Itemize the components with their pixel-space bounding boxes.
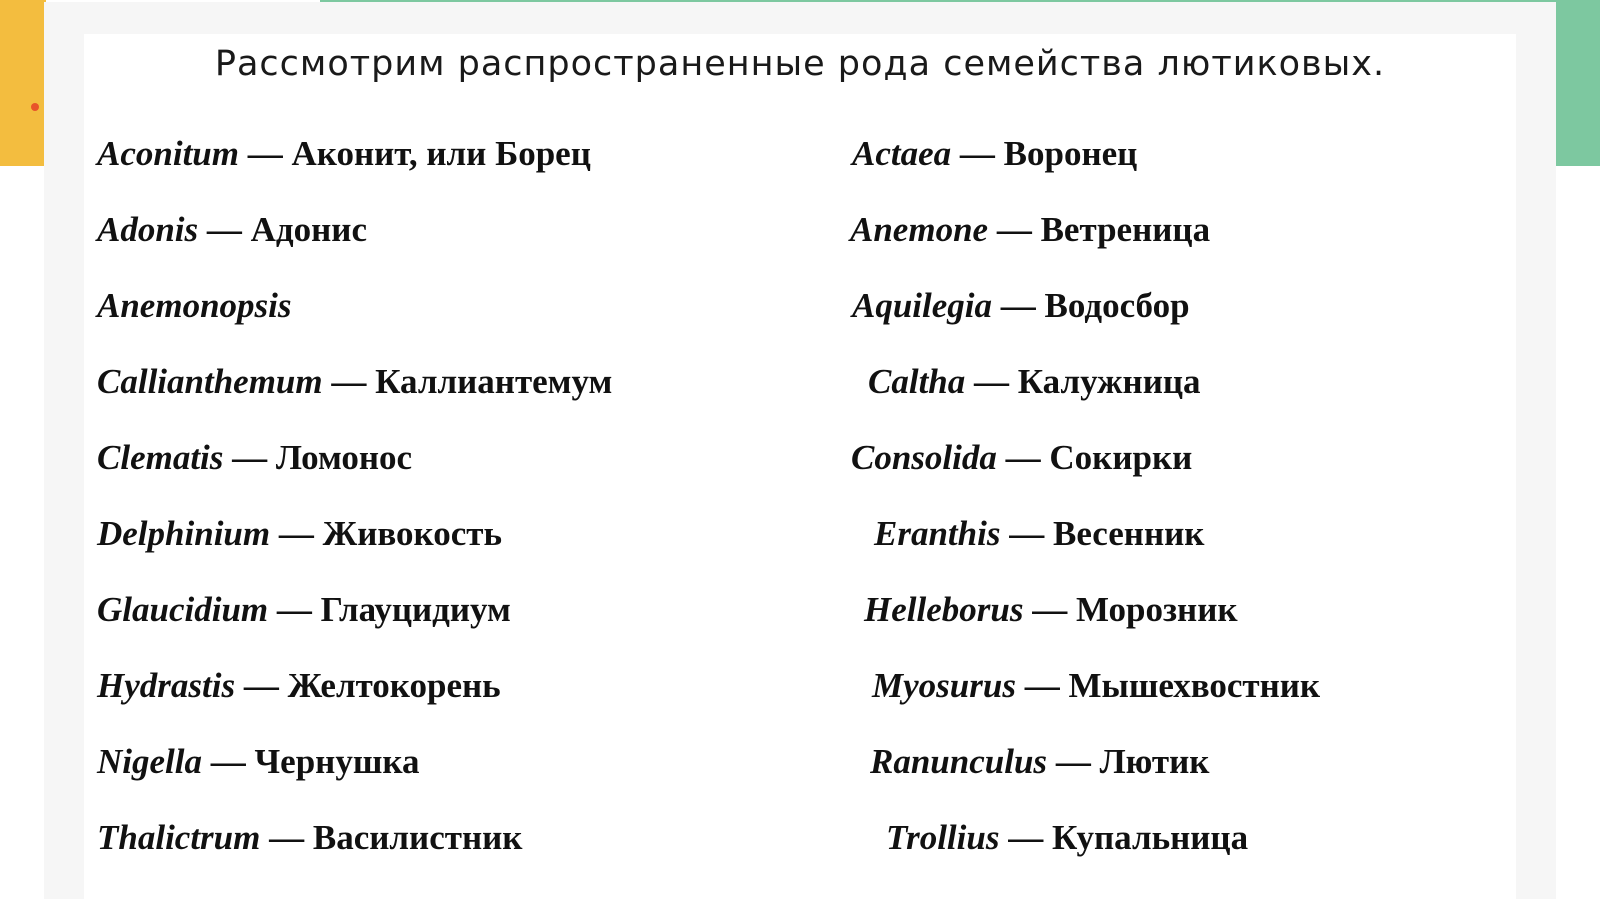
genus-row-right-4 xyxy=(868,362,1201,402)
genus-separator: — xyxy=(198,210,251,249)
genus-russian: Водосбор xyxy=(1044,286,1190,325)
genus-row-right-10 xyxy=(886,818,1248,858)
genus-latin: Myosurus xyxy=(872,666,1016,705)
genus-russian: Василистник xyxy=(312,818,523,857)
genus-russian: Адонис xyxy=(250,210,368,249)
genus-separator: — xyxy=(1047,742,1100,781)
genus-russian: Морозник xyxy=(1075,590,1238,629)
genus-separator: — xyxy=(992,286,1045,325)
genus-latin: Helleborus xyxy=(864,590,1024,629)
genus-latin: Actaea xyxy=(852,134,952,173)
genus-separator: — xyxy=(238,134,292,173)
genus-separator: — xyxy=(322,362,376,401)
genus-russian: Ветреница xyxy=(1040,210,1211,249)
genus-russian: Каллиантемум xyxy=(375,362,613,401)
genus-separator: — xyxy=(965,362,1018,401)
genus-russian: Купальница xyxy=(1051,818,1249,857)
genus-latin: Nigella xyxy=(97,742,202,781)
genus-separator: — xyxy=(270,514,323,553)
genus-russian: Лютик xyxy=(1099,742,1210,781)
genus-row-left-4 xyxy=(97,362,612,402)
genus-russian: Желтокорень xyxy=(287,666,501,705)
genus-row-left-5 xyxy=(97,438,412,478)
genus-latin: Consolida xyxy=(851,438,997,477)
genus-row-left-9 xyxy=(97,742,420,782)
genus-latin: Aconitum xyxy=(97,134,239,173)
genus-russian: Весенник xyxy=(1052,514,1205,553)
genus-separator: — xyxy=(1000,514,1053,553)
genus-latin: Callianthemum xyxy=(97,362,323,401)
genus-russian: Калужница xyxy=(1017,362,1201,401)
genus-row-right-6 xyxy=(874,514,1204,554)
decor-accent-dot xyxy=(31,103,39,111)
genus-separator: — xyxy=(1023,590,1076,629)
decor-accent-left xyxy=(0,0,46,166)
genus-row-right-3 xyxy=(852,286,1190,326)
genus-latin: Anemonopsis xyxy=(97,286,292,325)
genus-latin: Aquilegia xyxy=(852,286,993,325)
genus-russian: Живокость xyxy=(322,514,502,553)
genus-latin: Caltha xyxy=(868,362,966,401)
slide-title: Рассмотрим распространенные рода семейства лютиковых. xyxy=(214,44,1386,84)
genus-row-left-10 xyxy=(97,818,522,858)
genus-separator: — xyxy=(235,666,288,705)
genus-row-left-6 xyxy=(97,514,502,554)
genus-row-right-9 xyxy=(870,742,1209,782)
genus-row-right-5 xyxy=(851,438,1192,478)
decor-accent-right xyxy=(1556,0,1600,166)
genus-latin: Hydrastis xyxy=(97,666,236,705)
genus-latin: Eranthis xyxy=(874,514,1001,553)
genus-separator: — xyxy=(951,134,1004,173)
genus-separator: — xyxy=(260,818,313,857)
genus-latin: Anemone xyxy=(850,210,989,249)
genus-row-left-1 xyxy=(97,134,591,174)
genus-row-right-8 xyxy=(872,666,1320,706)
genus-russian: Ломонос xyxy=(275,438,413,477)
genus-separator: — xyxy=(268,590,321,629)
genus-row-left-7 xyxy=(97,590,511,630)
genus-row-left-2 xyxy=(97,210,367,250)
genus-russian: Аконит, или Борец xyxy=(291,134,591,173)
genus-separator: — xyxy=(223,438,276,477)
genus-russian: Мышехвостник xyxy=(1068,666,1321,705)
genus-latin: Trollius xyxy=(886,818,1000,857)
genus-row-right-7 xyxy=(864,590,1238,630)
genus-row-left-8 xyxy=(97,666,501,706)
genus-latin: Clematis xyxy=(97,438,224,477)
genus-latin: Adonis xyxy=(97,210,199,249)
genus-row-right-1 xyxy=(852,134,1137,174)
genus-separator: — xyxy=(999,818,1052,857)
genus-separator: — xyxy=(996,438,1050,477)
genus-latin: Delphinium xyxy=(97,514,271,553)
genus-latin: Ranunculus xyxy=(870,742,1048,781)
genus-separator: — xyxy=(1015,666,1069,705)
genus-latin: Glaucidium xyxy=(97,590,269,629)
genus-russian: Сокирки xyxy=(1049,438,1193,477)
genus-russian: Чернушка xyxy=(254,742,420,781)
genus-separator: — xyxy=(201,742,255,781)
genus-russian: Воронец xyxy=(1003,134,1138,173)
genus-latin: Thalictrum xyxy=(97,818,261,857)
genus-row-left-3 xyxy=(97,286,292,326)
genus-russian: Глауцидиум xyxy=(320,590,511,629)
genus-separator: — xyxy=(988,210,1041,249)
genus-row-right-2 xyxy=(850,210,1210,250)
